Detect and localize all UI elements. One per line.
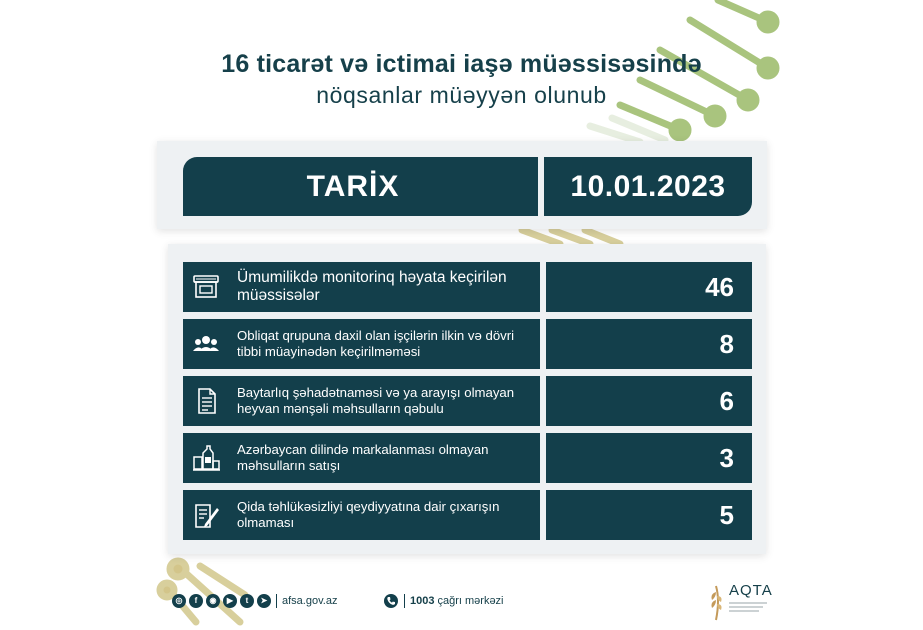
twitter-icon[interactable]: t [240,594,254,608]
logo-text: AQTA [729,582,773,599]
hotline [384,591,504,611]
list-item-value: 5 [546,490,752,540]
products-icon [191,443,221,473]
date-label: TARİX [306,170,400,203]
list-item-label-cell [183,262,540,312]
list-item [183,490,752,540]
list-item-label-cell [183,490,540,540]
page-title-line-1: 16 ticarət və ictimai iaşə müəssisəsində [221,50,702,78]
list-item-value: 8 [546,319,752,369]
hotline-label: çağrı mərkəzi [437,595,504,607]
list-item-text: Obliqat qrupuna daxil olan işçilərin ilkin və dövri tibbi müayinədən keçirilməməsi [237,328,515,359]
phone-icon [384,594,398,608]
store-icon [191,272,221,302]
hotline-number[interactable]: 1003 [410,595,435,607]
globe-icon[interactable]: ◎ [172,594,186,608]
form-pen-icon [191,500,221,530]
people-group-icon [191,329,221,359]
document-icon [191,386,221,416]
list-item-value: 46 [546,262,752,312]
logo-subtitle-lines [729,600,769,614]
list-item-label-cell [183,376,540,426]
list-item-label-cell [183,433,540,483]
list-item-text: Qida təhlükəsizliyi qeydiyyatına dair çıxarışın olmaması [237,499,500,530]
list-item [183,433,752,483]
date-value: 10.01.2023 [570,170,726,203]
list-item-text: Ümumilikdə monitorinq həyata keçirilən müəssisələr [237,269,507,304]
instagram-icon[interactable]: ◉ [206,594,220,608]
list-item [183,376,752,426]
social-links [172,591,337,611]
list-item-value: 3 [546,433,752,483]
list-item-label-cell [183,319,540,369]
footer-divider [276,594,277,608]
footer-divider [404,594,405,608]
date-card [157,141,767,229]
youtube-icon[interactable]: ▶ [223,594,237,608]
date-bar [183,157,752,216]
findings-list [168,244,766,554]
list-item [183,319,752,369]
facebook-icon[interactable]: f [189,594,203,608]
list-item [183,262,752,312]
list-item-text: Baytarlıq şəhadətnaməsi və ya arayışı olmayan heyvan mənşəli məhsulların qəbulu [237,385,515,416]
website-link[interactable]: afsa.gov.az [282,595,338,607]
telegram-icon[interactable]: ➤ [257,594,271,608]
list-item-value: 6 [546,376,752,426]
page-title-line-2: nöqsanlar müəyyən olunub [316,82,607,108]
list-item-text: Azərbaycan dilində markalanması olmayan məhsulların satışı [237,442,489,473]
